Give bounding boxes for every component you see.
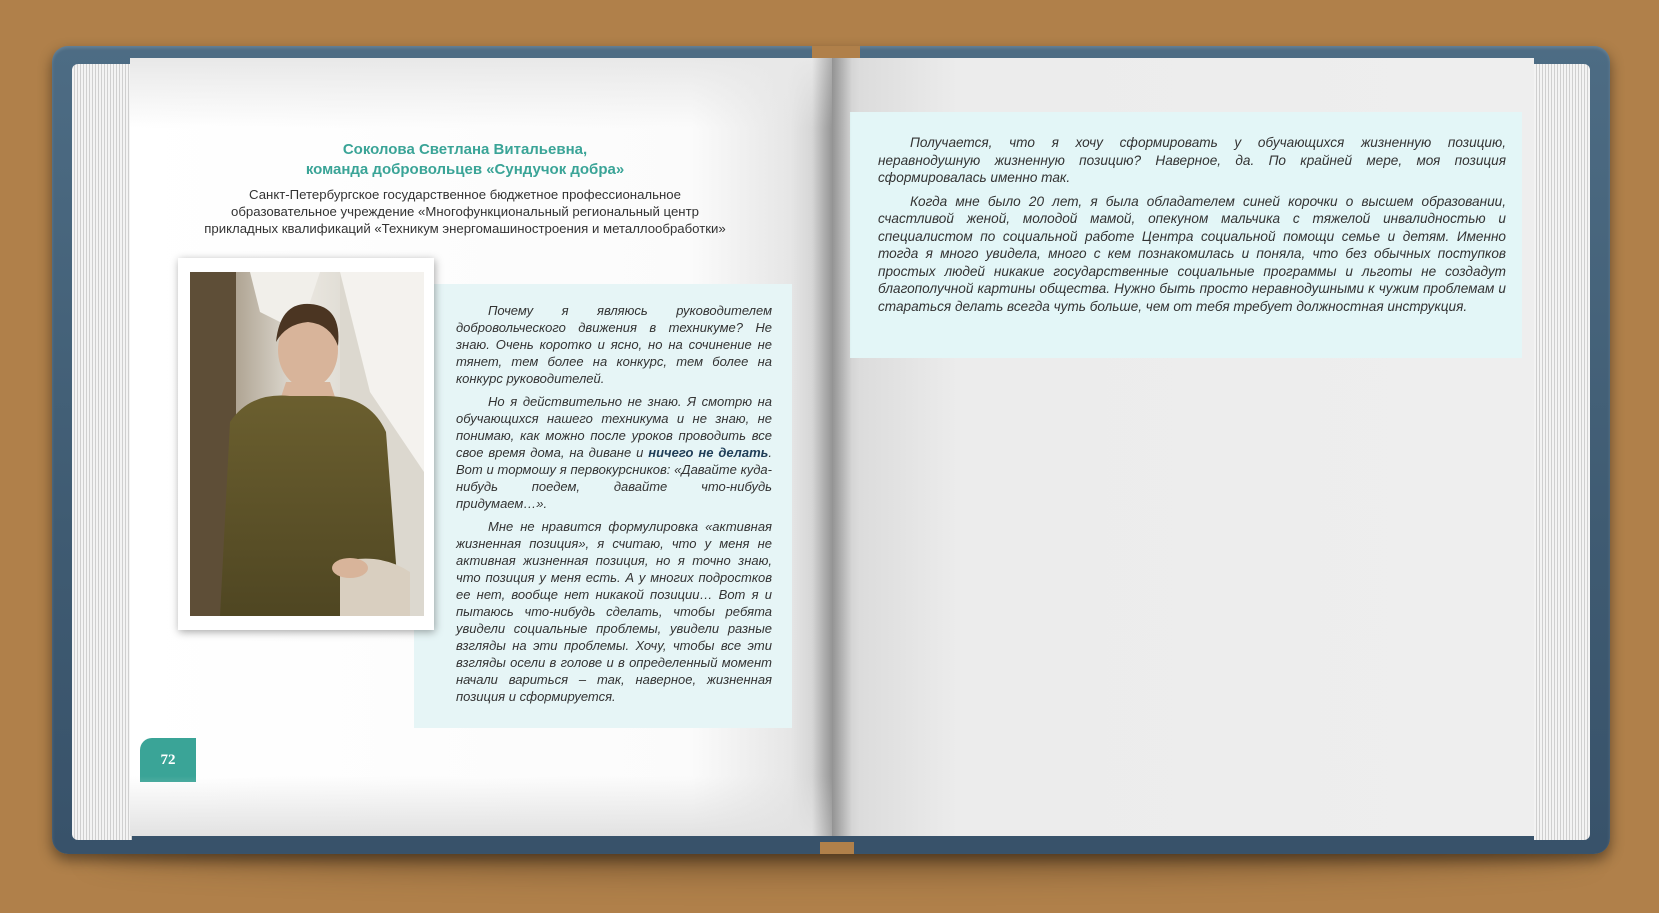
photo-image: [190, 272, 424, 616]
article-header: [170, 140, 760, 237]
institution-line: образовательное учреждение «Многофункциональный региональный центр: [231, 204, 699, 219]
institution-line: Санкт-Петербургское государственное бюджетное профессиональное: [249, 187, 681, 202]
paragraph: Получается, что я хочу сформировать у обучающихся жизненную позицию, неравнодушную жизненную позицию? Наверное, да. По крайней мере, моя позиция сформировалась именно так.: [878, 135, 1506, 185]
page-top-shade: [130, 58, 832, 128]
page-edges-right: [1534, 64, 1590, 840]
right-text-panel: [850, 112, 1522, 358]
team-name: команда добровольцев «Сундучок добра»: [305, 161, 625, 178]
paragraph: Почему я являюсь руководителем добровольческого движения в техникуме? Не знаю. Очень коротко и ясно, но на сочинение не тянет, тем более на конкурс, тем более на конкурс руководителей.: [456, 303, 772, 386]
spine-notch-bottom: [820, 842, 854, 854]
paragraph: Мне не нравится формулировка «активная жизненная позиция», я считаю, что у меня не активная жизненная позиция, но я точно знаю, что позиция у меня есть. А у многих подростков ее нет, вообще нет никакой позиции… Вот я и пытаюсь что-нибудь сделать, чтобы ребята увидели социальные проблемы, увидели разные взгляды на эти проблемы. Хочу, чтобы все эти взгляды осели в голове и в определенный момент начали вариться – так, наверное, жизненная позиция и сформируется.: [456, 519, 772, 704]
paragraph: [456, 393, 772, 512]
right-body-text: [878, 134, 1506, 321]
page-edges-left: [72, 64, 132, 840]
page-number-badge: 72: [140, 738, 196, 782]
left-page[interactable]: [130, 58, 832, 836]
paragraph: Когда мне было 20 лет, я была обладателем синей корочки о высшем образовании, счастливой женой, молодой мамой, опекуном мальчика с тяжелой инвалидностью и специалистом по социальной работе Центра социальной помощи семье и детям. Именно тогда я много увидела, много с кем познакомилась и поняла, что без обычных поступков простых людей никакие государственные социальные программы и льготы не создадут благополучной картины общества. Нужно быть просто неравнодушными к чужим проблемам и стараться делать всегда чуть больше, чем от тебя требует должностная инструкция.: [878, 193, 1506, 314]
paragraph-part: Но я действительно не знаю. Я смотрю на обучающихся нашего техникума и не знаю, не понимаю, как можно после уроков проводить все свое время дома, на диване и: [456, 394, 772, 460]
left-body-text: [456, 302, 772, 711]
right-page[interactable]: [832, 58, 1534, 836]
left-text-panel: [414, 284, 792, 728]
book-gutter: [812, 58, 852, 836]
portrait-photo: [178, 258, 434, 630]
author-name: Соколова Светлана Витальевна,: [342, 141, 588, 158]
portrait-illustration: [190, 272, 424, 616]
paragraph-part: . Вот и тормошу я первокурсников: «Давайте куда-нибудь поедем, давайте что-нибудь придумаем…».: [456, 445, 772, 511]
emphasis-text: ничего не делать: [648, 445, 769, 460]
institution: [170, 186, 760, 237]
page-bottom-shade: [130, 776, 832, 836]
institution-line: прикладных квалификаций «Техникум энергомашиностроения и металлообработки»: [204, 221, 726, 236]
